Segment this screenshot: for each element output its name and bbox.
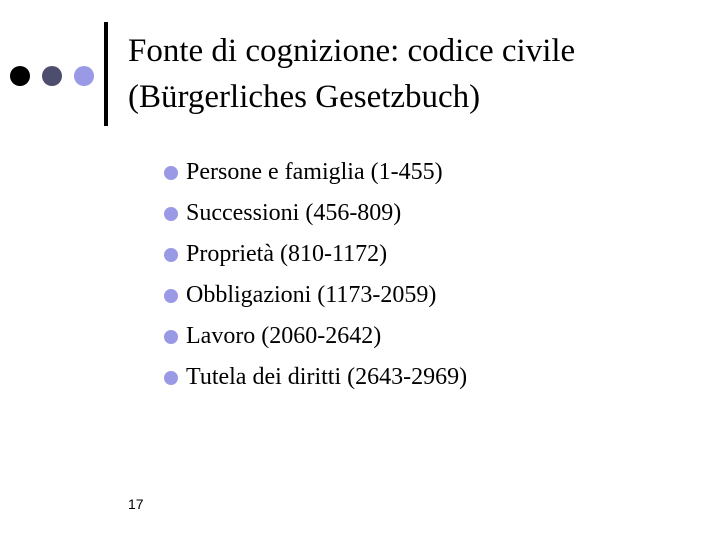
bullet-icon [164, 166, 178, 180]
bullet-list [164, 152, 704, 398]
dot-black-icon [10, 66, 30, 86]
list-item [164, 275, 704, 316]
dot-lavender-icon [74, 66, 94, 86]
list-item-label: Obbligazioni (1173-2059) [186, 282, 437, 308]
list-item-label: Persone e famiglia (1-455) [186, 159, 443, 185]
list-item-label: Lavoro (2060-2642) [186, 323, 382, 349]
bullet-icon [164, 289, 178, 303]
list-item [164, 193, 704, 234]
list-item-label: Proprietà (810-1172) [186, 241, 388, 267]
title-divider [104, 22, 108, 126]
bullet-icon [164, 207, 178, 221]
bullet-icon [164, 248, 178, 262]
bullet-icon [164, 371, 178, 385]
decorative-dots [10, 66, 96, 86]
list-item-label: Successioni (456-809) [186, 200, 402, 226]
slide-title [128, 28, 708, 120]
bullet-icon [164, 330, 178, 344]
title-line-2: (Bürgerliches Gesetzbuch) [128, 79, 481, 115]
list-item [164, 234, 704, 275]
list-item [164, 152, 704, 193]
list-item [164, 316, 704, 357]
page-number: 17 [128, 496, 144, 512]
title-line-1: Fonte di cognizione: codice civile [128, 33, 576, 69]
dot-grey-icon [42, 66, 62, 86]
list-item [164, 357, 704, 398]
list-item-label: Tutela dei diritti (2643-2969) [186, 364, 468, 390]
